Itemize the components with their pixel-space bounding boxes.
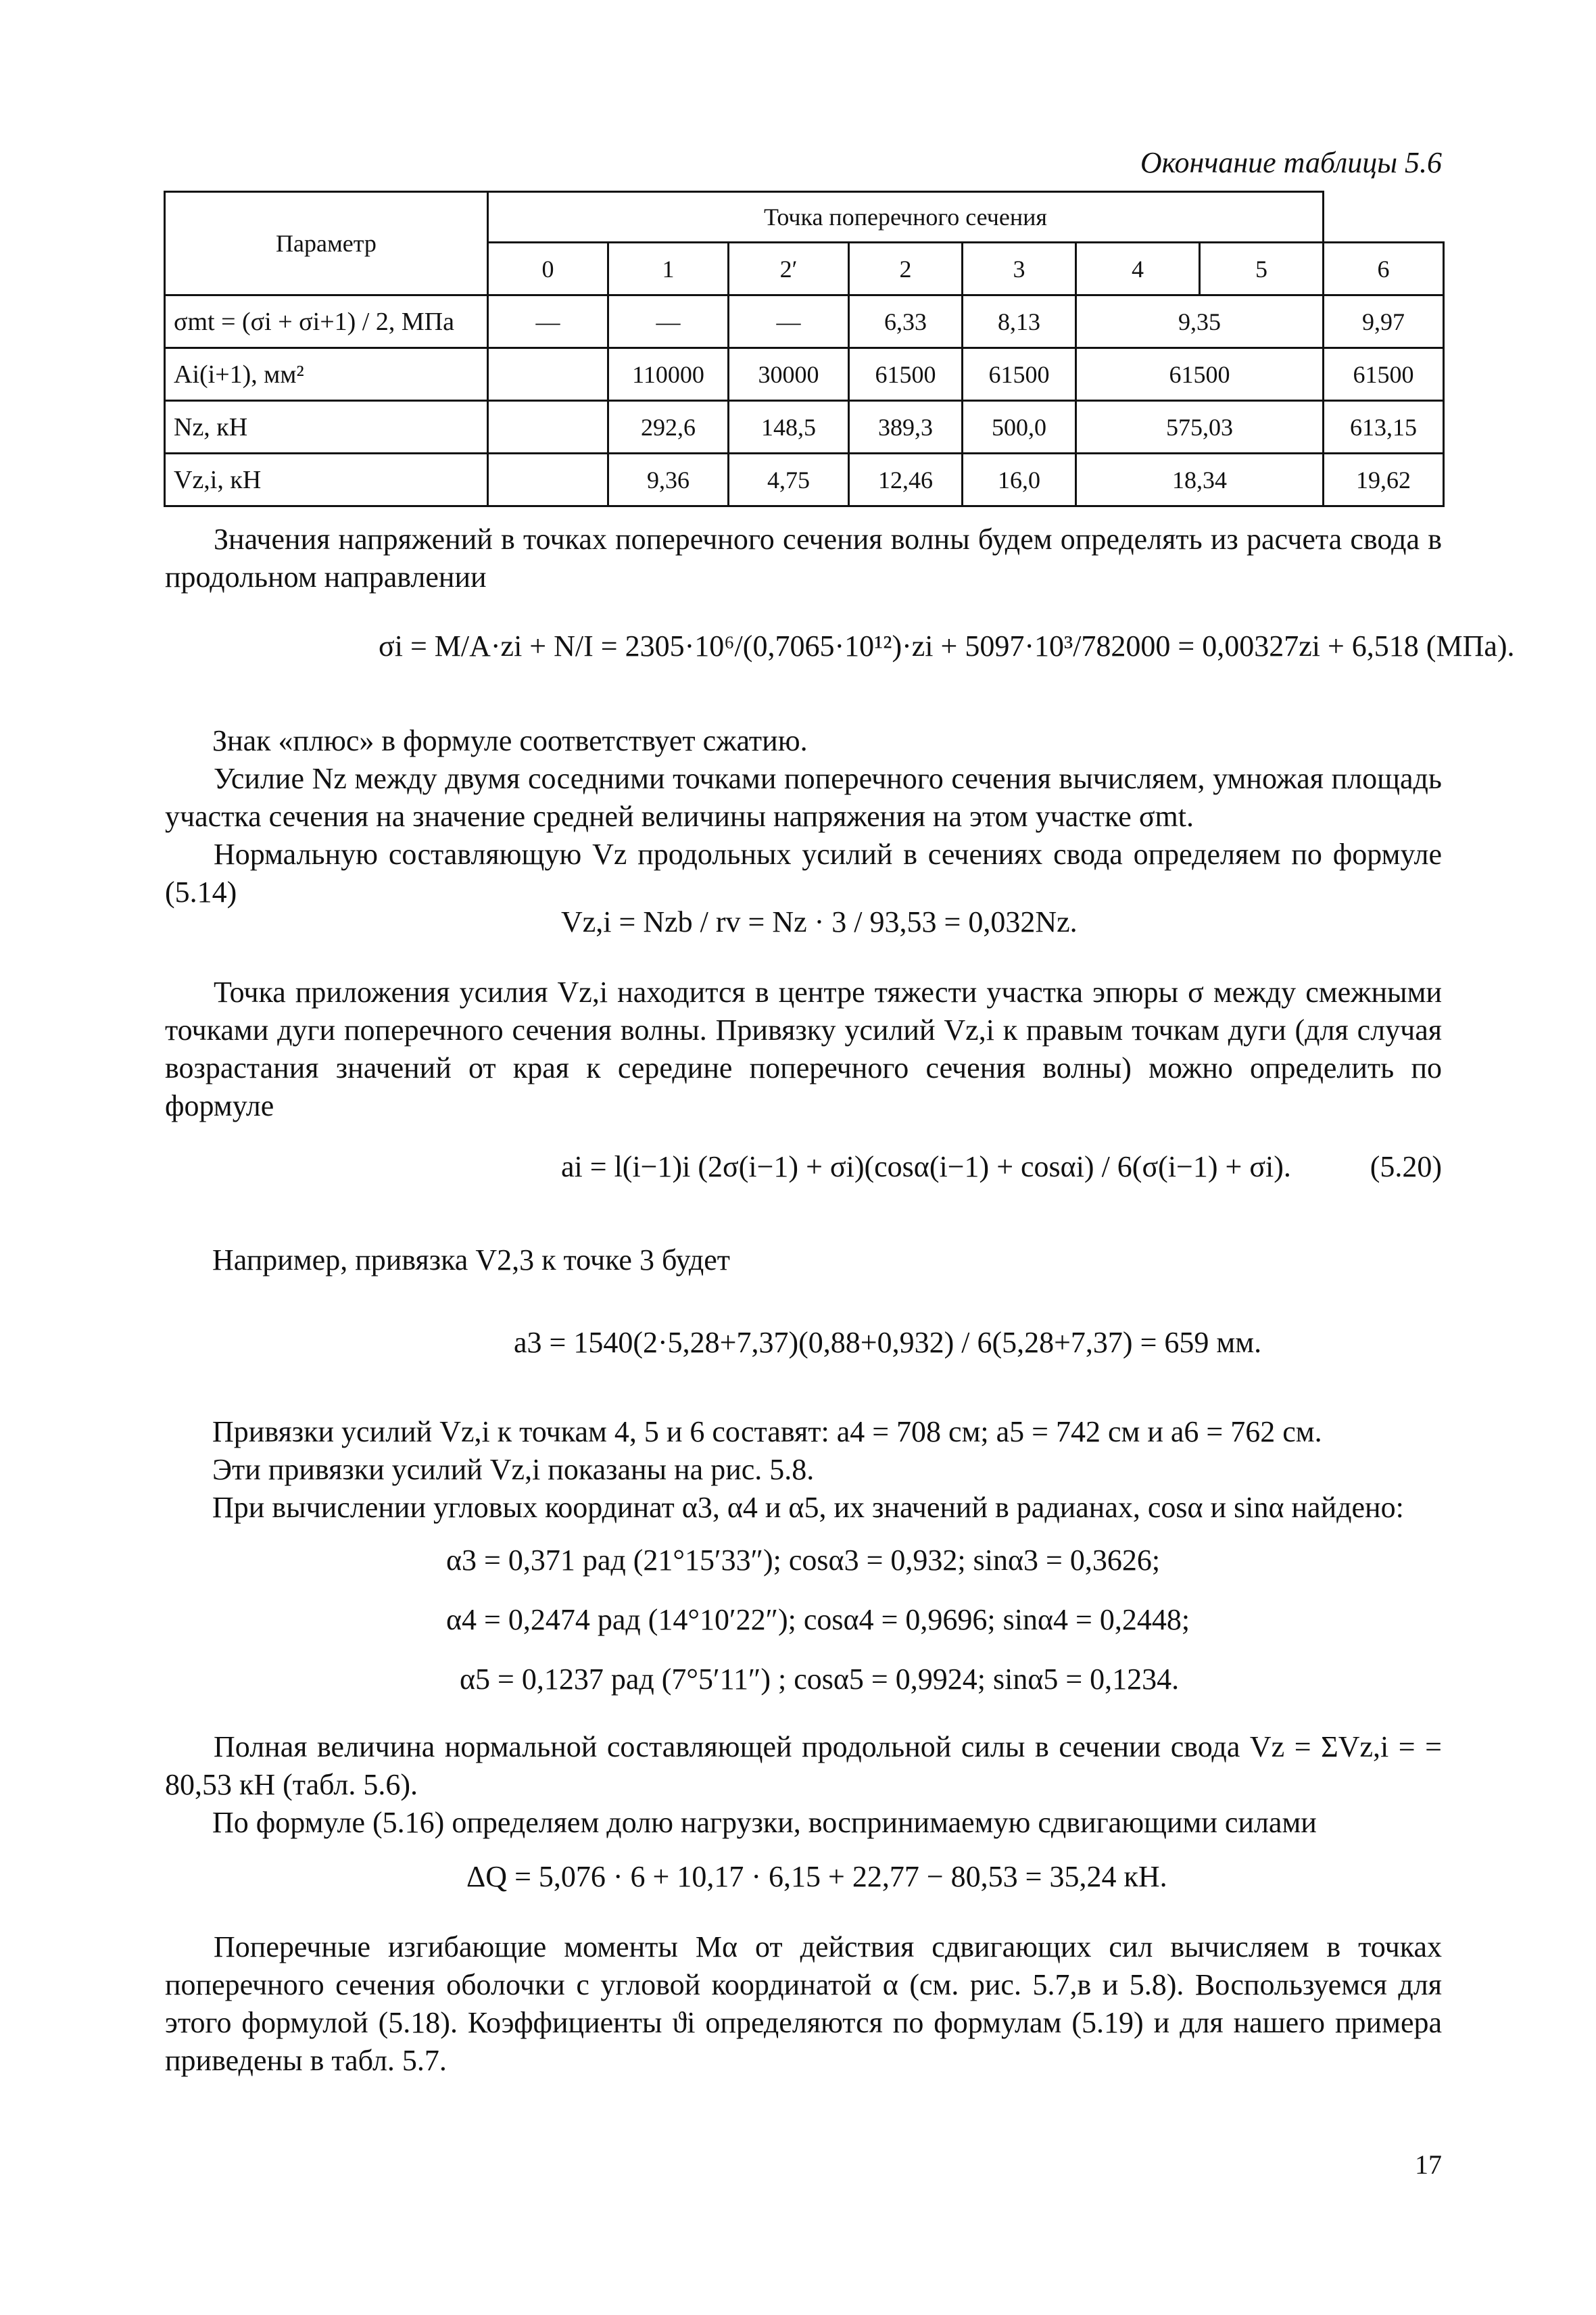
point-header: 4 xyxy=(1076,243,1200,295)
formula: α4 = 0,2474 рад (14°10′22″); cosα4 = 0,9696; sinα4 = 0,2448; xyxy=(446,1603,1190,1636)
equation-number: (5.20) xyxy=(1370,1150,1442,1183)
table-cell: 8,13 xyxy=(963,295,1076,348)
table-cell: 61500 xyxy=(963,348,1076,401)
paragraph: Знак «плюс» в формуле соответствует сжатию. xyxy=(212,724,808,757)
table-cell xyxy=(488,348,608,401)
paragraph: Привязки усилий Vz,i к точкам 4, 5 и 6 составят: a4 = 708 см; a5 = 742 см и a6 = 762 см. xyxy=(212,1415,1322,1448)
point-header: 2 xyxy=(849,243,963,295)
formula: ai = l(i−1)i (2σ(i−1) + σi)(cosα(i−1) + cosαi) / 6(σ(i−1) + σi). xyxy=(561,1150,1291,1183)
formula: α3 = 0,371 рад (21°15′33″); cosα3 = 0,932; sinα3 = 0,3626; xyxy=(446,1544,1161,1577)
point-header: 5 xyxy=(1200,243,1324,295)
table-cell: — xyxy=(729,295,849,348)
table-cell: 9,36 xyxy=(608,454,729,506)
point-header: 6 xyxy=(1324,243,1444,295)
paragraph: Например, привязка V2,3 к точке 3 будет xyxy=(212,1243,731,1276)
table-cell: 16,0 xyxy=(963,454,1076,506)
row-param: σmt = (σi + σi+1) / 2, МПа xyxy=(165,295,488,348)
formula: Vz,i = Nzb / rv = Nz · 3 / 93,53 = 0,032Nz. xyxy=(561,905,1078,938)
paragraph: По формуле (5.16) определяем долю нагрузки, воспринимаемую сдвигающими силами xyxy=(212,1806,1317,1839)
table-cell: 9,97 xyxy=(1324,295,1444,348)
table-cell: — xyxy=(488,295,608,348)
paragraph: Нормальную составляющую Vz продольных усилий в сечениях свода определяем по формуле (5.14) xyxy=(165,838,1442,909)
page-number: 17 xyxy=(1415,2149,1442,2180)
point-header: 1 xyxy=(608,243,729,295)
table-cell: 148,5 xyxy=(729,401,849,454)
table-cell: 9,35 xyxy=(1076,295,1324,348)
table-cell: 18,34 xyxy=(1076,454,1324,506)
table-cell: 389,3 xyxy=(849,401,963,454)
paragraph: Точка приложения усилия Vz,i находится в центре тяжести участка эпюры σ между смежными точками дуги поперечного сечения волны. Привязку усилий Vz,i к правым точкам дуги (для случая возрастания значений от края к середине поперечного сечения волны) можно определить по формуле xyxy=(165,976,1442,1122)
table-cell: 61500 xyxy=(1324,348,1444,401)
point-header: 3 xyxy=(963,243,1076,295)
table-cell: 500,0 xyxy=(963,401,1076,454)
data-table xyxy=(164,191,1445,507)
table-caption: Окончание таблицы 5.6 xyxy=(1140,146,1442,179)
point-header: 2′ xyxy=(729,243,849,295)
row-param: Vz,i, кН xyxy=(165,454,488,506)
formula: α5 = 0,1237 рад (7°5′11″) ; cosα5 = 0,9924; sinα5 = 0,1234. xyxy=(460,1663,1180,1696)
table-cell: 613,15 xyxy=(1324,401,1444,454)
table-cell: 61500 xyxy=(1076,348,1324,401)
paragraph: Полная величина нормальной составляющей продольной силы в сечении свода Vz = ΣVz,i = = 80,53 кН (табл. 5.6). xyxy=(165,1730,1442,1801)
paragraph: Значения напряжений в точках поперечного сечения волны будем определять из расчета свода в продольном направлении xyxy=(165,523,1442,594)
table-cell: 575,03 xyxy=(1076,401,1324,454)
table-cell: 61500 xyxy=(849,348,963,401)
formula: σi = M/A·zi + N/I = 2305·10⁶/(0,7065·10¹²)·zi + 5097·10³/782000 = 0,00327zi + 6,518 (МПа). xyxy=(379,629,1515,663)
table-cell: 30000 xyxy=(729,348,849,401)
point-header: 0 xyxy=(488,243,608,295)
group-header: Точка поперечного сечения xyxy=(488,192,1324,243)
table-cell: 4,75 xyxy=(729,454,849,506)
table-cell: 19,62 xyxy=(1324,454,1444,506)
table-cell: — xyxy=(608,295,729,348)
table-cell: 6,33 xyxy=(849,295,963,348)
paragraph: Эти привязки усилий Vz,i показаны на рис. 5.8. xyxy=(212,1453,815,1486)
formula: ΔQ = 5,076 · 6 + 10,17 · 6,15 + 22,77 − 80,53 = 35,24 кН. xyxy=(466,1860,1167,1893)
paragraph: При вычислении угловых координат α3, α4 и α5, их значений в радианах, cosα и sinα найдено: xyxy=(212,1491,1404,1524)
row-param: Nz, кН xyxy=(165,401,488,454)
formula: a3 = 1540(2·5,28+7,37)(0,88+0,932) / 6(5,28+7,37) = 659 мм. xyxy=(514,1326,1262,1359)
row-param: Ai(i+1), мм² xyxy=(165,348,488,401)
table-cell: 12,46 xyxy=(849,454,963,506)
paragraph: Поперечные изгибающие моменты Mα от действия сдвигающих сил вычисляем в точках поперечного сечения оболочки с угловой координатой α (см. рис. 5.7,в и 5.8). Воспользуемся для этого формулой (5.18). Коэффициенты ϑi определяются по формулам (5.19) и для нашего примера приведены в табл. 5.7. xyxy=(165,1930,1442,2077)
table-cell: 292,6 xyxy=(608,401,729,454)
table-cell: 110000 xyxy=(608,348,729,401)
paragraph: Усилие Nz между двумя соседними точками поперечного сечения вычисляем, умножая площадь участка сечения на значение средней величины напряжения на этом участке σmt. xyxy=(165,762,1442,833)
table-cell xyxy=(488,454,608,506)
table-cell xyxy=(488,401,608,454)
param-header: Параметр xyxy=(165,192,488,295)
